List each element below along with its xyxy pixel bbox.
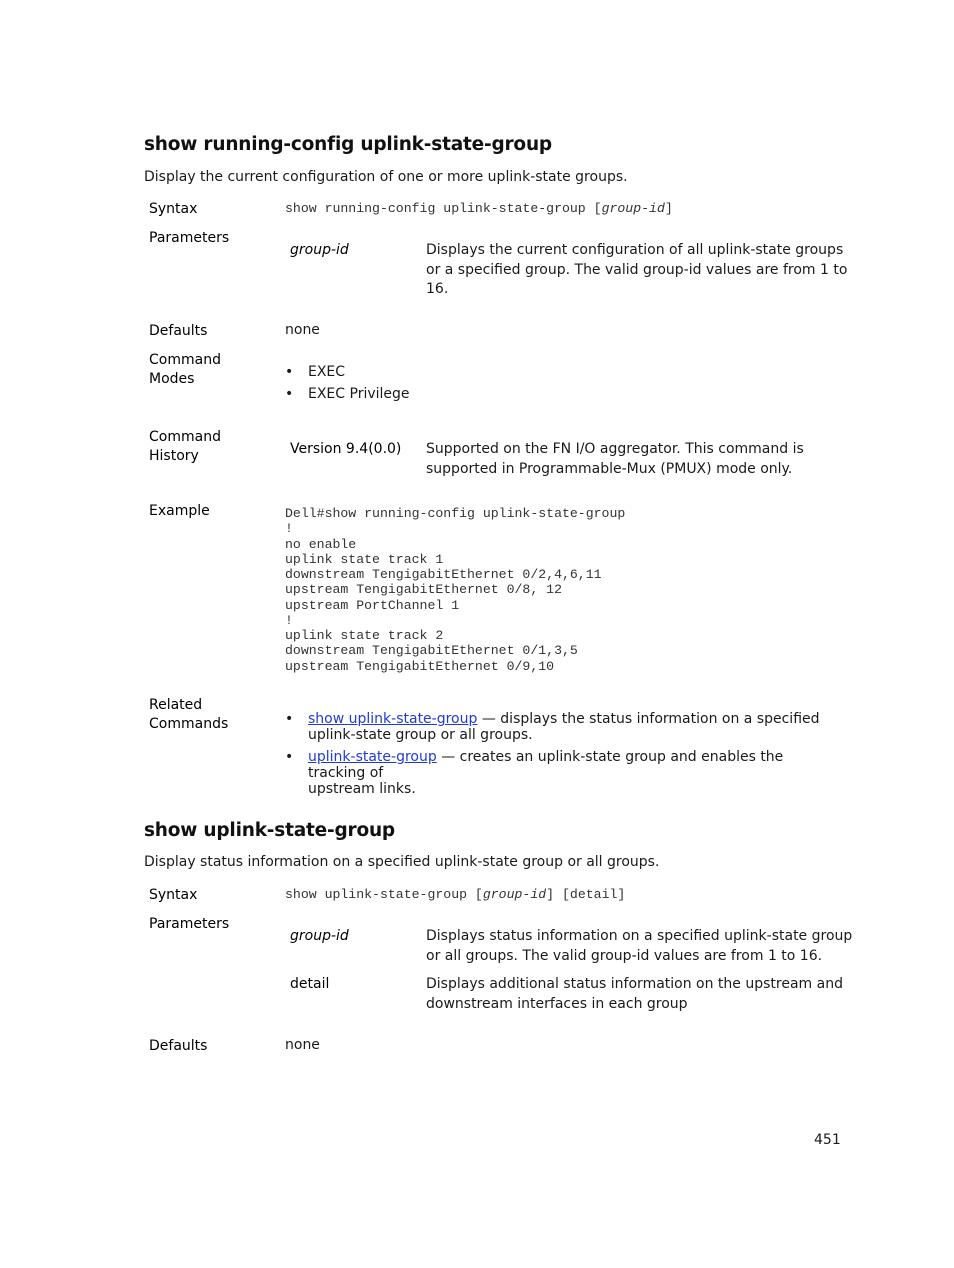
related-link-show-uplink-state-group[interactable]: show uplink-state-group xyxy=(308,711,478,727)
list-item: • uplink-state-group — creates an uplink-state group and enables the tracking of upstream links. xyxy=(285,749,784,797)
syntax-label: Syntax xyxy=(149,887,198,903)
param-description: Displays the current configuration of all uplink-state groups or a specified group. The valid group-id values are from 1 to 16. xyxy=(426,242,848,297)
parameters-label: Parameters xyxy=(149,916,230,932)
command-modes-label: Command Modes xyxy=(149,352,221,387)
section-title: show running-config uplink-state-group xyxy=(144,134,552,155)
syntax-command: show running-config uplink-state-group [group-id] xyxy=(285,201,673,216)
list-item: • show uplink-state-group — displays the status information on a specified uplink-state group or all groups. xyxy=(285,711,820,743)
param-description: Displays status information on a specified uplink-state group or all groups. The valid group-id values are from 1 to 16. xyxy=(426,928,853,964)
defaults-label: Defaults xyxy=(149,1038,208,1054)
param-name: group-id xyxy=(290,928,349,944)
param-name: group-id xyxy=(290,242,349,258)
command-history-label: Command History xyxy=(149,429,221,464)
syntax-command: show uplink-state-group [group-id] [detail] xyxy=(285,887,626,902)
section-description: Display status information on a specified uplink-state group or all groups. xyxy=(144,854,660,870)
defaults-label: Defaults xyxy=(149,323,208,339)
example-label: Example xyxy=(149,503,210,519)
example-code: Dell#show running-config uplink-state-group ! no enable uplink state track 1 downstream TengigabitEthernet 0/2,4,6,11 upstream TengigabitEthernet 0/8, 12 upstream PortChannel 1 ! uplink state track 2 downstream TengigabitEthernet 0/1,3,5 upstream TengigabitEthernet 0/9,10 xyxy=(285,506,626,674)
param-name: detail xyxy=(290,976,330,992)
history-description: Supported on the FN I/O aggregator. This command is supported in Programmable-Mux (PMUX) mode only. xyxy=(426,441,804,477)
list-item: • EXEC xyxy=(285,364,346,380)
parameters-label: Parameters xyxy=(149,230,230,246)
page-number: 451 xyxy=(814,1132,841,1148)
param-description: Displays additional status information on the upstream and downstream interfaces in each group xyxy=(426,976,843,1012)
syntax-label: Syntax xyxy=(149,201,198,217)
defaults-value: none xyxy=(285,1037,320,1053)
defaults-value: none xyxy=(285,322,320,338)
history-version: Version 9.4(0.0) xyxy=(290,441,402,457)
list-item: • EXEC Privilege xyxy=(285,386,410,402)
related-link-uplink-state-group[interactable]: uplink-state-group xyxy=(308,749,437,765)
related-commands-label: Related Commands xyxy=(149,697,229,732)
section-title: show uplink-state-group xyxy=(144,820,395,841)
section-description: Display the current configuration of one or more uplink-state groups. xyxy=(144,169,628,185)
